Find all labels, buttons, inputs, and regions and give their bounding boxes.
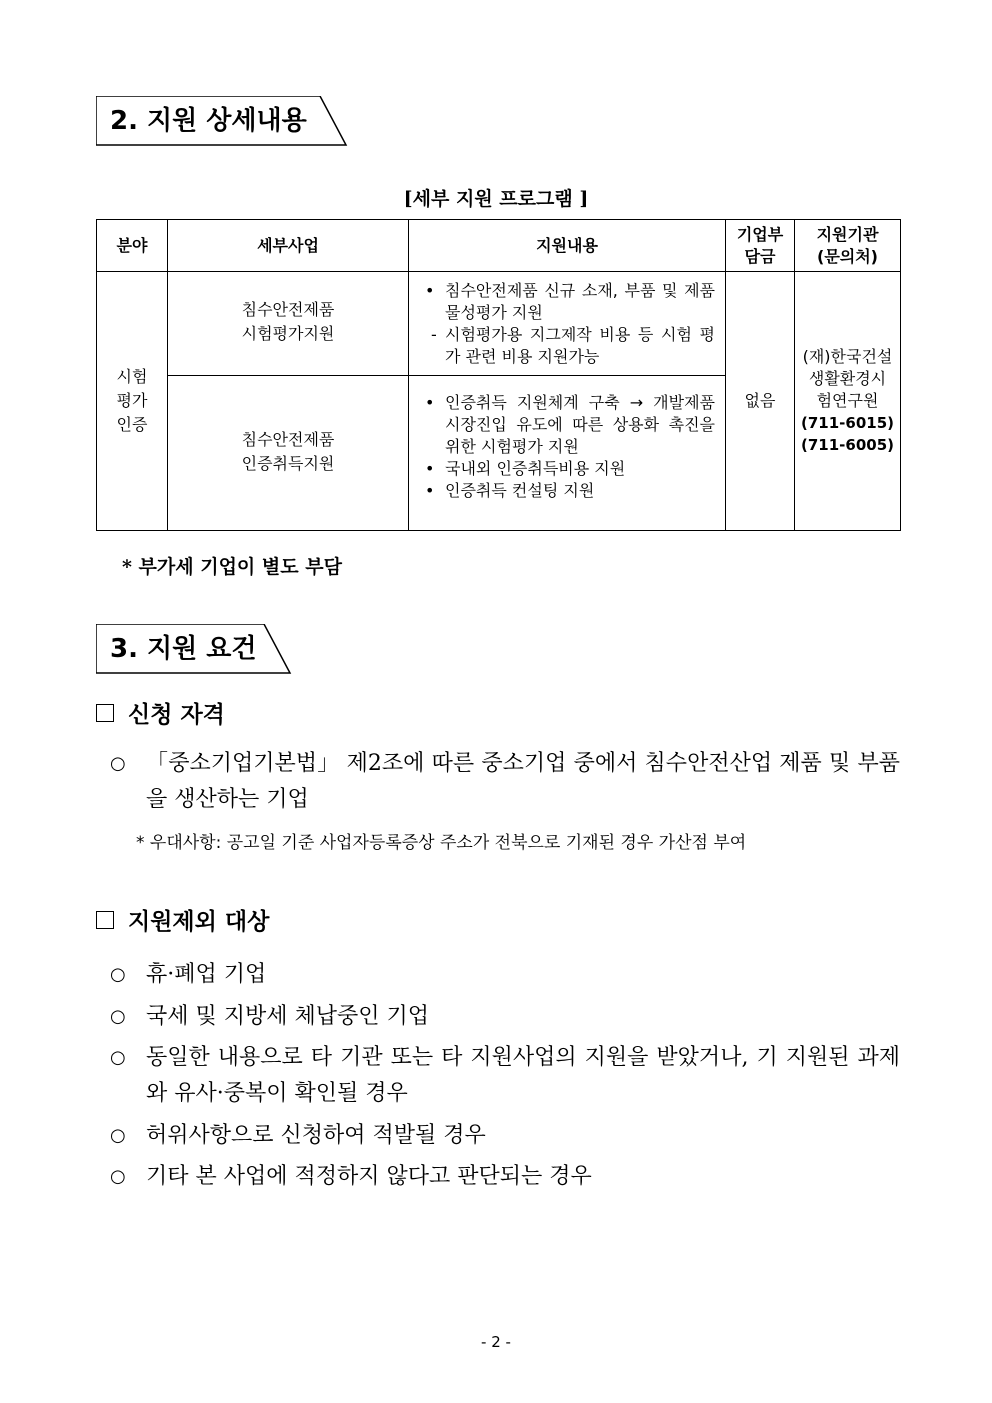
exclusion-heading: 지원제외 대상 — [96, 903, 269, 936]
field-cell: 시험 평가 인증 — [97, 272, 168, 531]
section-3-heading — [96, 624, 292, 674]
section-2-title: 2. 지원 상세내용 — [110, 106, 307, 136]
content-cell — [409, 376, 726, 531]
list-item: ○ 휴·폐업 기업 — [110, 957, 900, 993]
checkbox-square-icon — [96, 704, 114, 722]
org-phone-1: (711-6015) — [801, 414, 894, 432]
list-item: ○ 동일한 내용으로 타 기관 또는 타 지원사업의 지원을 받았거나, 기 지원된 과제와 유사·중복이 확인될 경우 — [110, 1040, 900, 1112]
content-cell — [409, 272, 726, 376]
header-org: 지원기관 (문의처) — [795, 220, 901, 272]
program-cell: 침수안전제품 인증취득지원 — [168, 376, 409, 531]
list-item: • 침수안전제품 신규 소재, 부품 및 제품 물성평가 지원 — [425, 280, 715, 322]
list-item: • 인증취득 지원체계 구축 → 개발제품 시장진입 유도에 따른 상용화 촉진을 위한 시험평가 지원 — [425, 393, 715, 456]
table-header-row — [97, 220, 901, 272]
eligibility-heading: 신청 자격 — [96, 696, 225, 729]
header-content: 지원내용 — [409, 220, 726, 272]
preference-note: * 우대사항: 공고일 기준 사업자등록증상 주소가 전북으로 기재된 경우 가산점 부여 — [136, 833, 747, 853]
sub-list-item: - 시험평가용 지그제작 비용 등 시험 평가 관련 비용 지원가능 — [431, 324, 715, 366]
list-item: ○ 허위사항으로 신청하여 적발될 경우 — [110, 1118, 900, 1154]
page-number: - 2 - — [481, 1333, 511, 1351]
header-burden: 기업부 담금 — [726, 220, 795, 272]
circle-bullet-icon: ○ — [110, 1047, 126, 1068]
circle-bullet-icon: ○ — [110, 964, 126, 985]
section-3-title: 3. 지원 요건 — [110, 634, 257, 664]
program-cell: 침수안전제품 시험평가지원 — [168, 272, 409, 376]
header-program: 세부사업 — [168, 220, 409, 272]
org-cell — [795, 272, 901, 531]
circle-bullet-icon: ○ — [110, 753, 126, 774]
section-2-heading — [96, 96, 348, 146]
table-caption: [세부 지원 프로그램 ] — [403, 188, 589, 210]
org-name: (재)한국건설 생활환경시 험연구원 — [802, 347, 893, 410]
checkbox-square-icon — [96, 911, 114, 929]
list-item: ○ 「중소기업기본법」 제2조에 따른 중소기업 중에서 침수안전산업 제품 및 부품을 생산하는 기업 — [110, 746, 900, 818]
table-row — [97, 272, 901, 376]
circle-bullet-icon: ○ — [110, 1166, 126, 1187]
org-phone-2: (711-6005) — [801, 436, 894, 454]
list-item: ○ 국세 및 지방세 체납중인 기업 — [110, 999, 900, 1035]
program-table — [96, 219, 901, 531]
vat-note: * 부가세 기업이 별도 부담 — [122, 556, 342, 578]
list-item: • 인증취득 컨설팅 지원 — [425, 481, 595, 500]
circle-bullet-icon: ○ — [110, 1006, 126, 1027]
circle-bullet-icon: ○ — [110, 1125, 126, 1146]
burden-cell: 없음 — [726, 272, 795, 531]
header-field: 분야 — [97, 220, 168, 272]
list-item: • 국내외 인증취득비용 지원 — [425, 459, 626, 478]
list-item: ○ 기타 본 사업에 적정하지 않다고 판단되는 경우 — [110, 1159, 900, 1195]
